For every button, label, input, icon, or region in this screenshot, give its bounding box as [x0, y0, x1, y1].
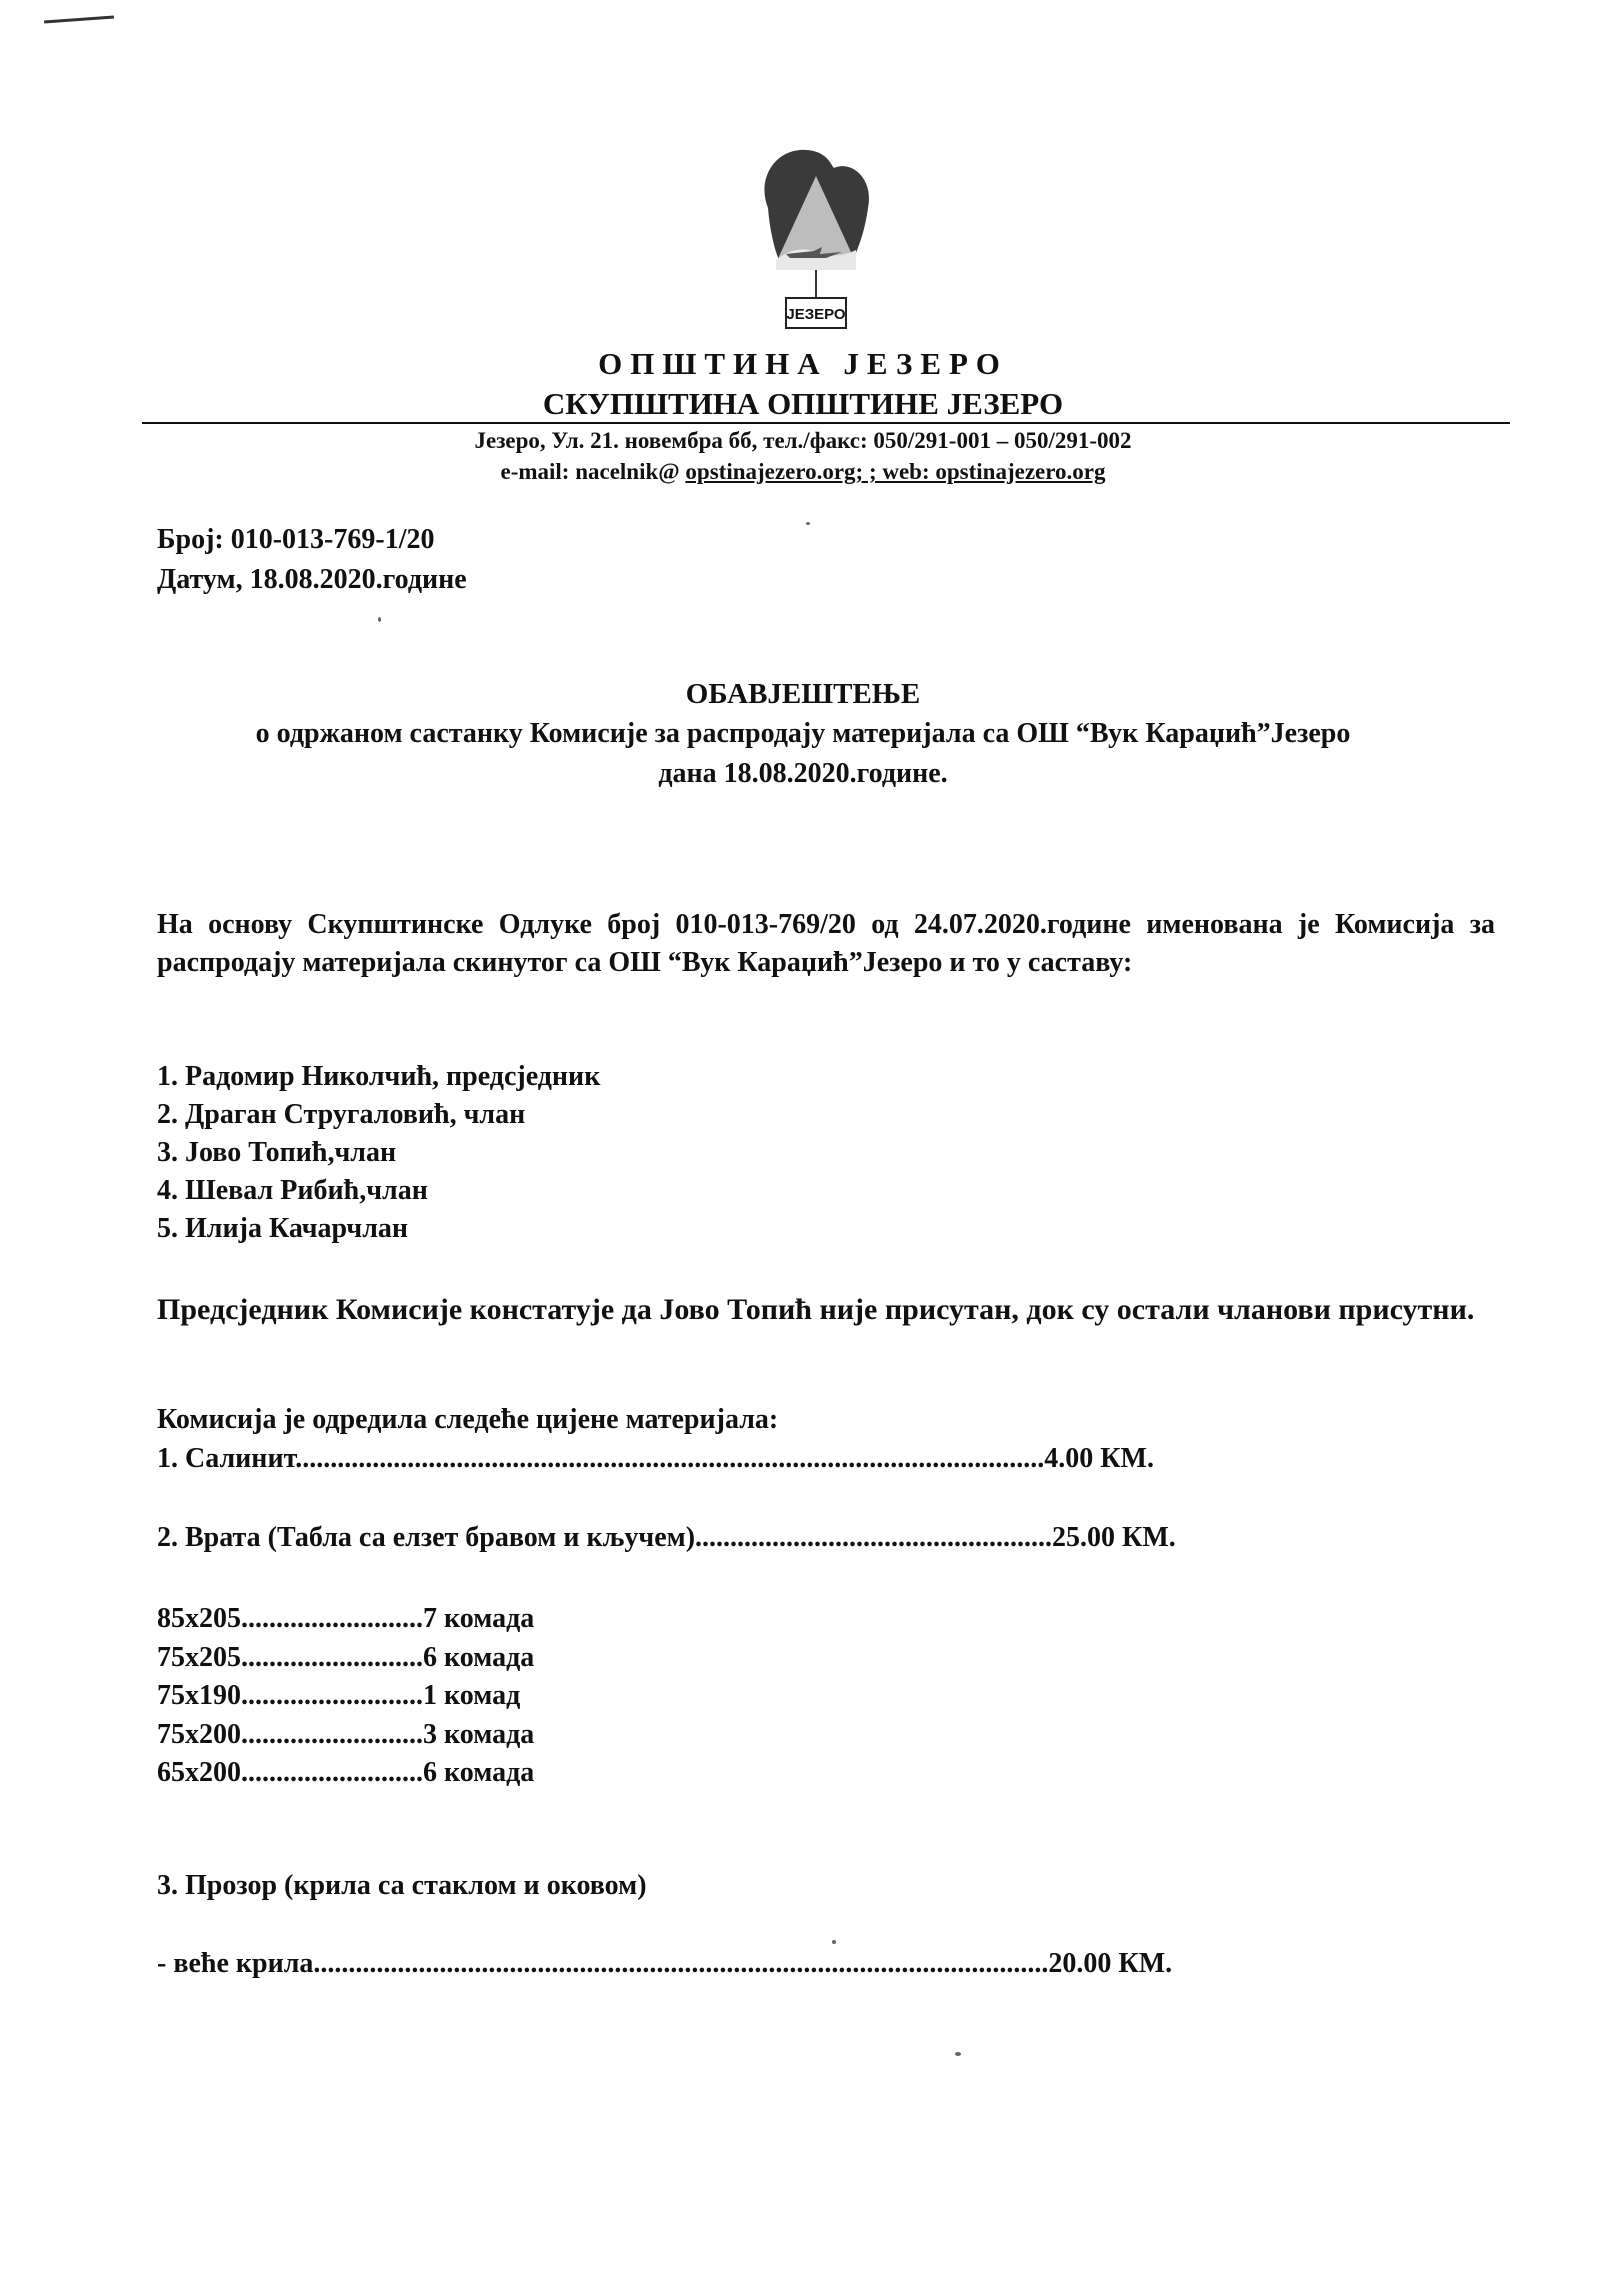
price-vece-krila: - веће крила.........................................................................................................20.00 КМ. — [157, 1948, 1173, 1979]
list-item: 75x200..........................3 комада — [157, 1718, 535, 1750]
price-salinit: 1. Салинит...........................................................................................................4.00 КМ. — [157, 1443, 1154, 1474]
price-vrata: 2. Врата (Табла са елзет бравом и кључем)...................................................25.00 КМ. — [157, 1522, 1176, 1553]
list-item: 4. Шевал Рибић,члан — [157, 1175, 428, 1206]
scan-speck — [378, 617, 381, 622]
door-sizes-list — [157, 1600, 534, 1793]
email-prefix: e-mail: nacelnik@ — [500, 459, 686, 484]
web-links: opstinajezero.org; ; web: opstinajezero.org — [685, 459, 1106, 484]
scan-speck — [806, 522, 810, 525]
list-item: 1. Радомир Николчић, предсједник — [157, 1061, 601, 1092]
header-contact — [0, 459, 1606, 485]
document-subtitle-date: дана 18.08.2020.године. — [658, 758, 948, 789]
list-item: 3. Јово Топић,члан — [157, 1137, 397, 1168]
document-number: Број: 010-013-769-1/20 — [157, 524, 435, 555]
assembly-name: СКУПШТИНА ОПШТИНЕ ЈЕЗЕРО — [542, 386, 1064, 421]
municipality-name: ОПШТИНА ЈЕЗЕРО — [598, 346, 1008, 381]
intro-paragraph: На основу Скупштинске Одлуке број 010-013-769/20 од 24.07.2020.године именована је Комисија за распродају материјала скинутог са ОШ “Вук Караџић”Језеро и то у саставу: — [157, 909, 1495, 978]
list-item: 75x190..........................1 комад — [157, 1680, 521, 1711]
list-item: 5. Илија Качарчлан — [157, 1213, 409, 1244]
list-item: 2. Драган Стругаловић, члан — [157, 1099, 526, 1130]
prices-heading: Комисија је одредила следеће цијене материјала: — [157, 1404, 779, 1435]
list-item: 65x200..........................6 комада — [157, 1757, 535, 1788]
scan-mark — [44, 16, 114, 24]
scan-speck — [955, 2052, 961, 2056]
prozor-heading: 3. Прозор (крила са стаклом и оковом) — [157, 1870, 647, 1901]
document-title: ОБАВЈЕШТЕЊЕ — [685, 678, 921, 710]
attendance-paragraph: Предсједник Комисије констатује да Јово Топић није присутан, док су остали чланови присутни. — [157, 1293, 1475, 1326]
municipality-logo — [756, 148, 876, 338]
header-divider — [142, 422, 1510, 424]
document-date: Датум, 18.08.2020.године — [157, 564, 467, 595]
header-address: Језеро, Ул. 21. новембра бб, тел./факс: 050/291-001 – 050/291-002 — [474, 428, 1132, 453]
list-item: 75x205..........................6 комада — [157, 1641, 535, 1673]
document-subtitle: о одржаном састанку Комисије за распродају материјала са ОШ “Вук Караџић”Језеро — [255, 718, 1351, 749]
scan-speck — [832, 1940, 836, 1944]
logo-text: ЈЕЗЕРО — [786, 306, 846, 323]
member-list — [157, 1058, 600, 1248]
list-item: 85x205..........................7 комада — [157, 1603, 535, 1634]
